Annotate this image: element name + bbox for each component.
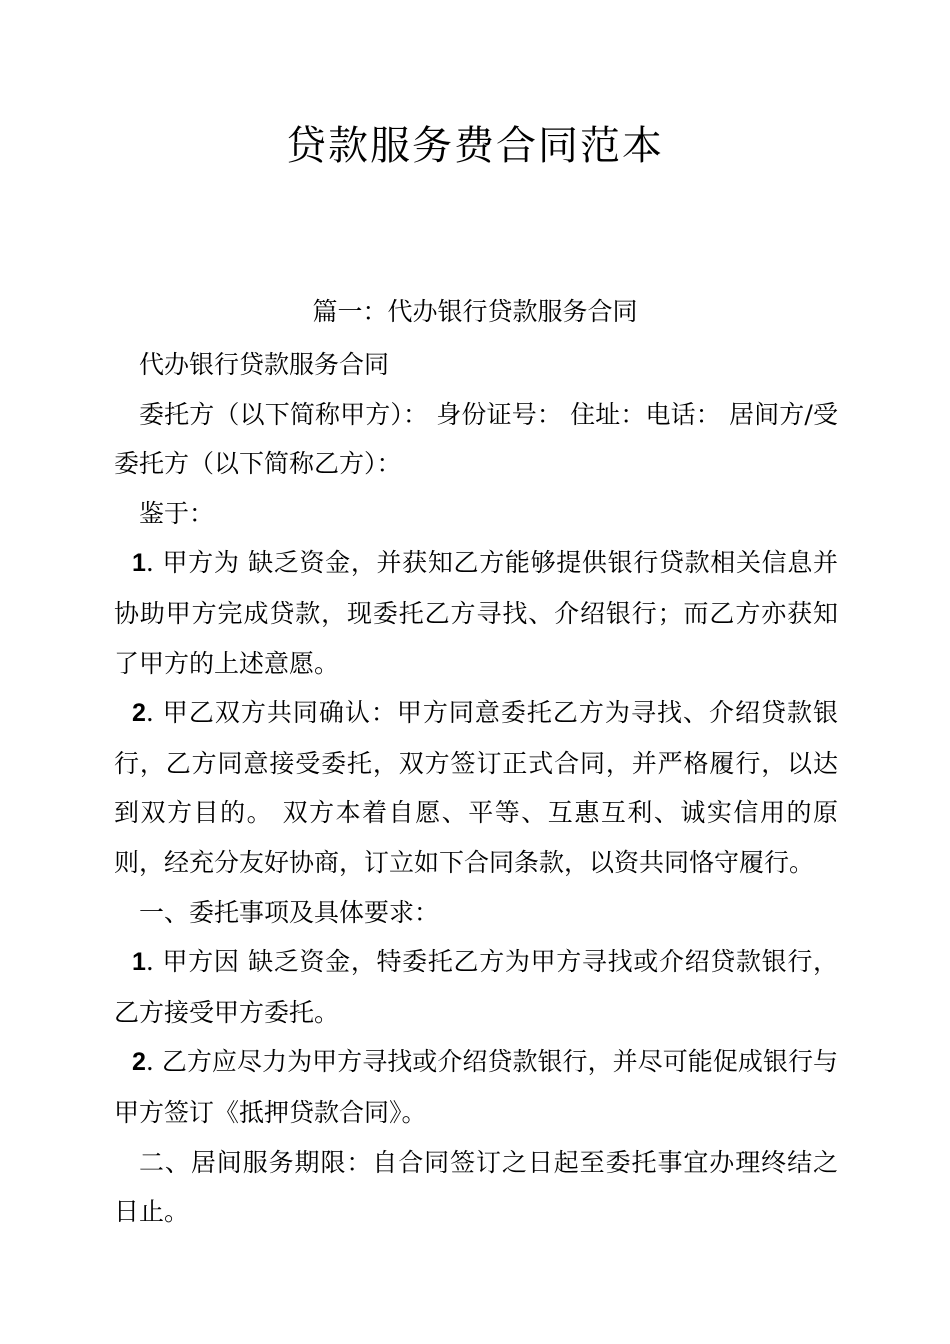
item-number: 2 [132,1048,146,1077]
paragraph-whereas-2: 2. 甲乙双方共同确认：甲方同意委托乙方为寻找、介绍贷款银行，乙方同意接受委托，双方签订正式合同，并严格履行，以达到双方目的。 双方本着自愿、平等、互惠互利、诚实信用的原则，经充分友好协商，订立如下合同条款，以资共同恪守履行。 [114,698,838,877]
item-number: 2 [132,699,146,728]
paragraph-whereas-1: 1. 甲方为 缺乏资金，并获知乙方能够提供银行贷款相关信息并协助甲方完成贷款，现委托乙方寻找、介绍银行；而乙方亦获知了甲方的上述意愿。 [114,548,838,678]
item-number: 1 [132,948,146,977]
paragraph-contract-name: 代办银行贷款服务合同 [139,350,390,379]
clause-1-item-1: 1. 甲方因 缺乏资金，特委托乙方为甲方寻找或介绍贷款银行，乙方接受甲方委托。 [114,947,838,1027]
document-title: 贷款服务费合同范本 [286,123,664,169]
clause-1-item-2: 2. 乙方应尽力为甲方寻找或介绍贷款银行，并尽可能促成银行与甲方签订《抵押贷款合同》。 [114,1047,838,1127]
item-number: 1 [132,549,146,578]
document-body [114,340,838,1237]
clause-heading-1: 一、委托事项及具体要求： [139,897,440,927]
section-heading: 篇一：代办银行贷款服务合同 [312,297,638,326]
paragraph-parties: 委托方（以下简称甲方）： 身份证号： 住址：电话： 居间方/受委托方（以下简称乙方）： [114,399,839,479]
clause-heading-2: 二、居间服务期限：自合同签订之日起至委托事宜办理终结之日止。 [114,1147,838,1227]
paragraph-whereas: 鉴于： [139,498,215,528]
